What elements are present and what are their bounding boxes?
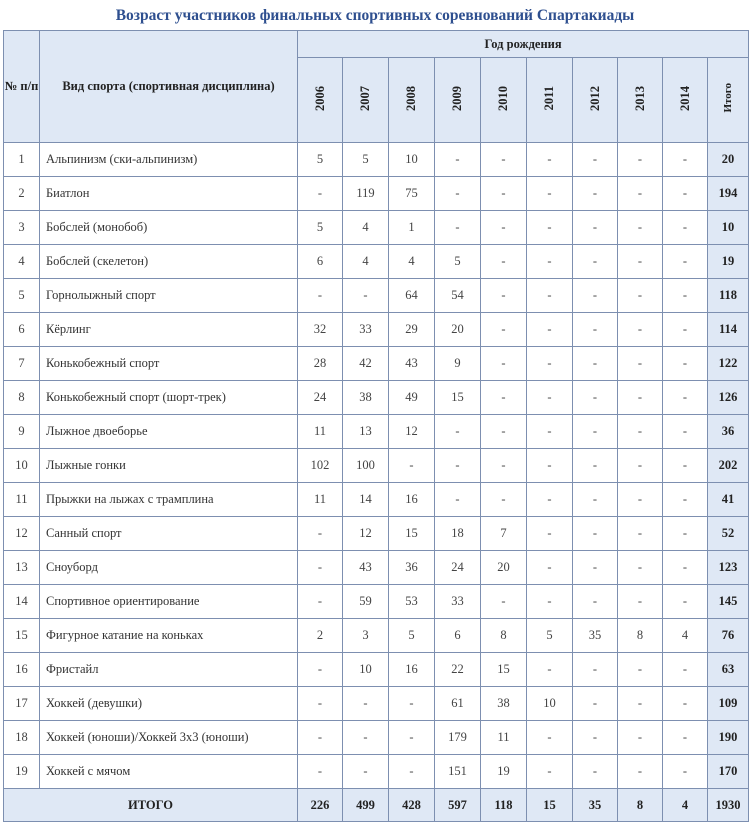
row-value-2012: - (573, 449, 618, 483)
row-total: 190 (708, 721, 749, 755)
row-value-2007: 12 (343, 517, 389, 551)
row-value-2014: - (663, 415, 708, 449)
row-value-2013: - (618, 449, 663, 483)
row-total: 170 (708, 755, 749, 789)
row-value-2013: - (618, 245, 663, 279)
row-number: 3 (4, 211, 40, 245)
row-value-2014: - (663, 347, 708, 381)
row-value-2009: 15 (435, 381, 481, 415)
row-value-2009: - (435, 415, 481, 449)
table-row (4, 585, 749, 619)
row-value-2006: 24 (298, 381, 343, 415)
row-value-2008: 16 (389, 483, 435, 517)
row-value-2006: 11 (298, 483, 343, 517)
row-value-2012: - (573, 653, 618, 687)
row-value-2011: - (527, 347, 573, 381)
row-sport: Конькобежный спорт (шорт-трек) (40, 381, 298, 415)
row-value-2011: - (527, 211, 573, 245)
row-total: 20 (708, 143, 749, 177)
table-row (4, 755, 749, 789)
row-value-2013: - (618, 279, 663, 313)
row-value-2007: 59 (343, 585, 389, 619)
row-sport: Бобслей (скелетон) (40, 245, 298, 279)
row-value-2008: 49 (389, 381, 435, 415)
row-value-2012: - (573, 381, 618, 415)
row-value-2006: 6 (298, 245, 343, 279)
row-value-2011: - (527, 483, 573, 517)
row-number: 11 (4, 483, 40, 517)
row-value-2011: - (527, 517, 573, 551)
totals-value-2011: 15 (527, 789, 573, 822)
row-value-2010: 8 (481, 619, 527, 653)
row-value-2012: - (573, 517, 618, 551)
row-value-2009: 179 (435, 721, 481, 755)
row-value-2007: - (343, 279, 389, 313)
row-value-2006: 11 (298, 415, 343, 449)
row-value-2010: 38 (481, 687, 527, 721)
row-value-2013: - (618, 177, 663, 211)
row-value-2012: - (573, 755, 618, 789)
row-value-2008: 5 (389, 619, 435, 653)
row-value-2010: - (481, 279, 527, 313)
row-number: 17 (4, 687, 40, 721)
row-number: 16 (4, 653, 40, 687)
row-value-2009: 33 (435, 585, 481, 619)
table-row (4, 177, 749, 211)
row-total: 122 (708, 347, 749, 381)
row-value-2011: - (527, 551, 573, 585)
header-year-2010 (481, 58, 527, 143)
table-row (4, 551, 749, 585)
row-value-2007: 5 (343, 143, 389, 177)
table-row (4, 415, 749, 449)
header-num: № п/п (4, 31, 40, 143)
row-value-2013: - (618, 415, 663, 449)
row-value-2011: - (527, 449, 573, 483)
row-value-2012: - (573, 687, 618, 721)
row-number: 8 (4, 381, 40, 415)
table-row (4, 687, 749, 721)
row-sport: Альпинизм (ски-альпинизм) (40, 143, 298, 177)
row-value-2006: 5 (298, 143, 343, 177)
row-value-2013: - (618, 381, 663, 415)
row-value-2013: - (618, 755, 663, 789)
row-value-2008: 53 (389, 585, 435, 619)
header-year-2007 (343, 58, 389, 143)
table-row (4, 279, 749, 313)
header-year-label: 2008 (404, 85, 418, 111)
row-value-2011: - (527, 653, 573, 687)
row-value-2011: - (527, 279, 573, 313)
row-value-2014: - (663, 755, 708, 789)
row-value-2006: - (298, 653, 343, 687)
table-row (4, 143, 749, 177)
header-year-2006 (298, 58, 343, 143)
row-value-2008: 29 (389, 313, 435, 347)
row-value-2014: - (663, 483, 708, 517)
row-value-2006: - (298, 551, 343, 585)
row-value-2010: - (481, 347, 527, 381)
row-number: 7 (4, 347, 40, 381)
row-value-2014: - (663, 177, 708, 211)
table-row (4, 211, 749, 245)
row-value-2013: - (618, 347, 663, 381)
row-value-2012: - (573, 313, 618, 347)
row-value-2008: - (389, 449, 435, 483)
row-total: 19 (708, 245, 749, 279)
header-total-label: Итого (722, 83, 735, 113)
row-sport: Санный спорт (40, 517, 298, 551)
row-value-2011: - (527, 415, 573, 449)
row-value-2013: - (618, 653, 663, 687)
row-sport: Сноуборд (40, 551, 298, 585)
table-row (4, 517, 749, 551)
row-value-2006: 28 (298, 347, 343, 381)
row-value-2012: - (573, 143, 618, 177)
row-value-2007: 42 (343, 347, 389, 381)
row-value-2011: 10 (527, 687, 573, 721)
row-sport: Фигурное катание на коньках (40, 619, 298, 653)
row-value-2007: 4 (343, 211, 389, 245)
row-number: 19 (4, 755, 40, 789)
row-value-2010: - (481, 177, 527, 211)
header-year-label: 2006 (312, 85, 327, 111)
row-value-2011: - (527, 585, 573, 619)
row-value-2012: - (573, 245, 618, 279)
row-value-2012: - (573, 551, 618, 585)
row-number: 9 (4, 415, 40, 449)
row-value-2007: 13 (343, 415, 389, 449)
row-value-2009: - (435, 483, 481, 517)
row-value-2007: - (343, 721, 389, 755)
header-year-label: 2012 (587, 85, 602, 111)
row-value-2013: - (618, 313, 663, 347)
row-value-2014: - (663, 551, 708, 585)
row-value-2009: 20 (435, 313, 481, 347)
row-number: 6 (4, 313, 40, 347)
row-value-2009: 24 (435, 551, 481, 585)
table-row (4, 347, 749, 381)
totals-value-2008: 428 (389, 789, 435, 822)
row-number: 1 (4, 143, 40, 177)
header-year-label: 2011 (542, 85, 556, 111)
row-total: 41 (708, 483, 749, 517)
row-value-2014: - (663, 721, 708, 755)
header-year-label: 2009 (450, 85, 464, 111)
row-number: 12 (4, 517, 40, 551)
row-value-2006: - (298, 585, 343, 619)
row-value-2008: 36 (389, 551, 435, 585)
header-sport: Вид спорта (спортивная дисциплина) (40, 31, 298, 143)
row-sport: Хоккей (девушки) (40, 687, 298, 721)
row-value-2011: - (527, 721, 573, 755)
row-total: 63 (708, 653, 749, 687)
row-value-2011: - (527, 143, 573, 177)
row-value-2007: 38 (343, 381, 389, 415)
row-value-2007: 10 (343, 653, 389, 687)
row-value-2007: 4 (343, 245, 389, 279)
row-number: 10 (4, 449, 40, 483)
row-value-2007: 14 (343, 483, 389, 517)
header-year-2008 (389, 58, 435, 143)
row-value-2012: - (573, 177, 618, 211)
row-value-2007: 100 (343, 449, 389, 483)
row-value-2008: - (389, 721, 435, 755)
row-value-2013: - (618, 143, 663, 177)
row-sport: Прыжки на лыжах с трамплина (40, 483, 298, 517)
table-row (4, 381, 749, 415)
row-value-2006: - (298, 687, 343, 721)
row-value-2008: 43 (389, 347, 435, 381)
row-value-2012: - (573, 721, 618, 755)
row-value-2013: - (618, 585, 663, 619)
row-value-2013: - (618, 687, 663, 721)
row-value-2014: - (663, 449, 708, 483)
row-value-2013: - (618, 211, 663, 245)
row-value-2009: 18 (435, 517, 481, 551)
header-year-2014 (663, 58, 708, 143)
header-year-label: 2010 (496, 85, 510, 111)
row-value-2013: - (618, 721, 663, 755)
row-value-2008: 75 (389, 177, 435, 211)
page-title: Возраст участников финальных спортивных соревнований Спартакиады (115, 7, 635, 24)
row-value-2010: 15 (481, 653, 527, 687)
row-value-2008: 15 (389, 517, 435, 551)
totals-value-2006: 226 (298, 789, 343, 822)
row-value-2006: - (298, 755, 343, 789)
row-value-2011: - (527, 177, 573, 211)
totals-value-2007: 499 (343, 789, 389, 822)
row-value-2009: 9 (435, 347, 481, 381)
row-value-2010: 7 (481, 517, 527, 551)
row-total: 202 (708, 449, 749, 483)
table-row (4, 653, 749, 687)
row-value-2006: 32 (298, 313, 343, 347)
totals-row (4, 789, 749, 822)
row-value-2013: - (618, 517, 663, 551)
row-value-2014: - (663, 245, 708, 279)
row-total: 194 (708, 177, 749, 211)
row-value-2014: - (663, 585, 708, 619)
row-value-2014: - (663, 687, 708, 721)
row-value-2012: - (573, 415, 618, 449)
row-total: 109 (708, 687, 749, 721)
header-year-label: 2013 (632, 85, 647, 111)
row-total: 76 (708, 619, 749, 653)
row-total: 36 (708, 415, 749, 449)
totals-label: ИТОГО (4, 789, 298, 822)
header-year-label: 2014 (677, 85, 692, 111)
row-value-2007: 43 (343, 551, 389, 585)
row-value-2006: - (298, 517, 343, 551)
row-value-2006: - (298, 721, 343, 755)
row-value-2010: - (481, 313, 527, 347)
row-value-2010: 20 (481, 551, 527, 585)
row-sport: Хоккей с мячом (40, 755, 298, 789)
row-number: 18 (4, 721, 40, 755)
row-value-2013: 8 (618, 619, 663, 653)
row-value-2011: - (527, 755, 573, 789)
row-value-2012: - (573, 279, 618, 313)
row-value-2013: - (618, 483, 663, 517)
row-number: 4 (4, 245, 40, 279)
row-total: 114 (708, 313, 749, 347)
row-value-2010: - (481, 211, 527, 245)
row-value-2008: - (389, 687, 435, 721)
header-year-2012 (573, 58, 618, 143)
header-year-label: 2007 (358, 85, 372, 111)
row-sport: Лыжные гонки (40, 449, 298, 483)
row-value-2006: 102 (298, 449, 343, 483)
row-value-2014: - (663, 143, 708, 177)
row-value-2007: 3 (343, 619, 389, 653)
row-value-2014: - (663, 517, 708, 551)
row-value-2008: 4 (389, 245, 435, 279)
row-value-2012: - (573, 483, 618, 517)
row-value-2010: - (481, 449, 527, 483)
row-value-2009: 5 (435, 245, 481, 279)
row-sport: Фристайл (40, 653, 298, 687)
totals-grand-total: 1930 (708, 789, 749, 822)
totals-value-2010: 118 (481, 789, 527, 822)
row-value-2011: - (527, 245, 573, 279)
row-value-2008: - (389, 755, 435, 789)
row-total: 123 (708, 551, 749, 585)
row-value-2011: - (527, 313, 573, 347)
row-sport: Биатлон (40, 177, 298, 211)
row-value-2009: - (435, 177, 481, 211)
row-value-2009: - (435, 211, 481, 245)
table-row (4, 313, 749, 347)
row-value-2010: - (481, 381, 527, 415)
row-value-2009: 61 (435, 687, 481, 721)
table-row (4, 449, 749, 483)
row-number: 13 (4, 551, 40, 585)
row-value-2007: - (343, 755, 389, 789)
row-number: 5 (4, 279, 40, 313)
row-value-2014: - (663, 381, 708, 415)
row-value-2010: - (481, 245, 527, 279)
row-sport: Конькобежный спорт (40, 347, 298, 381)
row-value-2008: 12 (389, 415, 435, 449)
row-number: 14 (4, 585, 40, 619)
row-value-2011: 5 (527, 619, 573, 653)
row-value-2007: - (343, 687, 389, 721)
row-sport: Лыжное двоеборье (40, 415, 298, 449)
row-value-2014: 4 (663, 619, 708, 653)
totals-value-2012: 35 (573, 789, 618, 822)
row-sport: Кёрлинг (40, 313, 298, 347)
row-sport: Хоккей (юноши)/Хоккей 3х3 (юноши) (40, 721, 298, 755)
row-value-2008: 64 (389, 279, 435, 313)
row-value-2012: - (573, 585, 618, 619)
row-total: 10 (708, 211, 749, 245)
table-row (4, 619, 749, 653)
row-value-2008: 10 (389, 143, 435, 177)
row-value-2012: 35 (573, 619, 618, 653)
row-value-2009: - (435, 143, 481, 177)
row-value-2013: - (618, 551, 663, 585)
row-value-2006: - (298, 279, 343, 313)
row-value-2007: 119 (343, 177, 389, 211)
totals-value-2013: 8 (618, 789, 663, 822)
row-value-2012: - (573, 211, 618, 245)
row-value-2009: 22 (435, 653, 481, 687)
table-row (4, 245, 749, 279)
header-year-2009 (435, 58, 481, 143)
row-value-2009: 54 (435, 279, 481, 313)
row-value-2009: - (435, 449, 481, 483)
row-value-2014: - (663, 211, 708, 245)
totals-value-2014: 4 (663, 789, 708, 822)
row-sport: Спортивное ориентирование (40, 585, 298, 619)
row-sport: Горнолыжный спорт (40, 279, 298, 313)
table-row (4, 721, 749, 755)
row-total: 145 (708, 585, 749, 619)
row-value-2006: 5 (298, 211, 343, 245)
row-value-2014: - (663, 313, 708, 347)
row-value-2011: - (527, 381, 573, 415)
row-total: 52 (708, 517, 749, 551)
header-year-group: Год рождения (298, 31, 749, 58)
row-value-2010: 19 (481, 755, 527, 789)
header-total (708, 58, 749, 143)
row-value-2010: - (481, 415, 527, 449)
row-total: 118 (708, 279, 749, 313)
row-value-2010: - (481, 585, 527, 619)
row-value-2012: - (573, 347, 618, 381)
row-number: 15 (4, 619, 40, 653)
row-sport: Бобслей (монобоб) (40, 211, 298, 245)
header-year-2013 (618, 58, 663, 143)
row-value-2006: - (298, 177, 343, 211)
row-value-2009: 6 (435, 619, 481, 653)
row-value-2008: 1 (389, 211, 435, 245)
row-total: 126 (708, 381, 749, 415)
age-table (3, 30, 749, 822)
table-row (4, 483, 749, 517)
row-value-2014: - (663, 653, 708, 687)
header-year-2011 (527, 58, 573, 143)
row-value-2010: - (481, 483, 527, 517)
row-value-2006: 2 (298, 619, 343, 653)
row-value-2009: 151 (435, 755, 481, 789)
row-number: 2 (4, 177, 40, 211)
row-value-2008: 16 (389, 653, 435, 687)
row-value-2010: 11 (481, 721, 527, 755)
totals-value-2009: 597 (435, 789, 481, 822)
row-value-2007: 33 (343, 313, 389, 347)
row-value-2010: - (481, 143, 527, 177)
row-value-2014: - (663, 279, 708, 313)
